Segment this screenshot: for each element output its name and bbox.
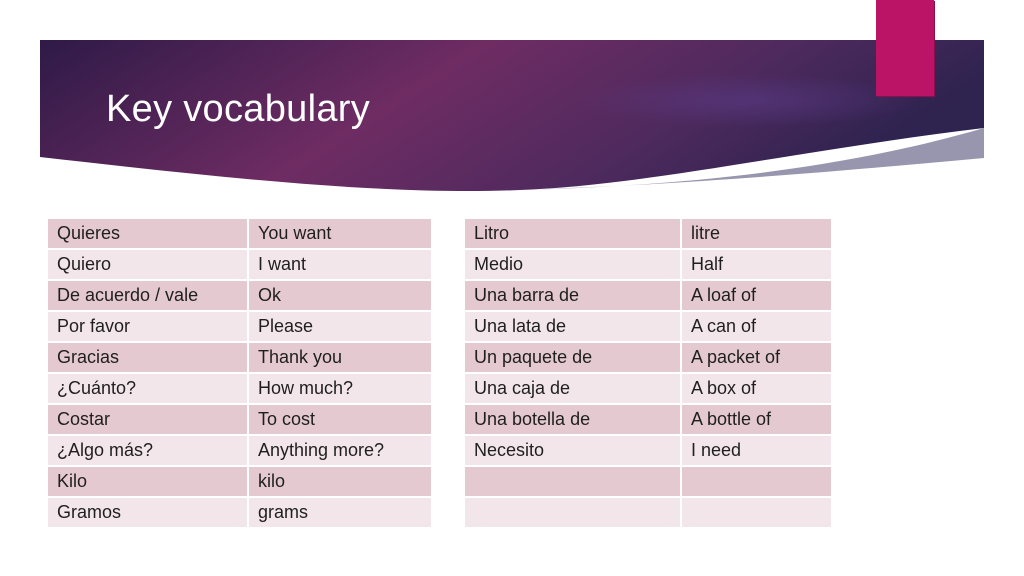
spanish-term-cell (465, 497, 681, 528)
english-term-cell: Half (681, 249, 832, 280)
table-row (48, 311, 432, 342)
table-row (48, 497, 432, 528)
english-term-cell: You want (248, 219, 432, 249)
table-row (465, 342, 832, 373)
table-row (48, 280, 432, 311)
english-term-cell: Thank you (248, 342, 432, 373)
accent-tab (876, 0, 934, 96)
spanish-term-cell: Una lata de (465, 311, 681, 342)
table-row (465, 435, 832, 466)
english-term-cell: A loaf of (681, 280, 832, 311)
english-term-cell: Ok (248, 280, 432, 311)
spanish-term-cell: Una caja de (465, 373, 681, 404)
spanish-term-cell: Una barra de (465, 280, 681, 311)
table-row (48, 219, 432, 249)
table-row (465, 280, 832, 311)
english-term-cell: To cost (248, 404, 432, 435)
english-term-cell: I need (681, 435, 832, 466)
spanish-term-cell: Por favor (48, 311, 248, 342)
spanish-term-cell: Kilo (48, 466, 248, 497)
table-row (465, 373, 832, 404)
spanish-term-cell: ¿Algo más? (48, 435, 248, 466)
spanish-term-cell: Gracias (48, 342, 248, 373)
table-row (48, 249, 432, 280)
spanish-term-cell: Un paquete de (465, 342, 681, 373)
spanish-term-cell: Una botella de (465, 404, 681, 435)
table-row (48, 466, 432, 497)
table-row (465, 404, 832, 435)
spanish-term-cell: Litro (465, 219, 681, 249)
table-row (465, 466, 832, 497)
english-term-cell: kilo (248, 466, 432, 497)
vocab-table-left (48, 219, 433, 529)
english-term-cell: A packet of (681, 342, 832, 373)
table-row (465, 219, 832, 249)
spanish-term-cell: Gramos (48, 497, 248, 528)
spanish-term-cell: Necesito (465, 435, 681, 466)
english-term-cell: Please (248, 311, 432, 342)
table-row (48, 342, 432, 373)
spanish-term-cell: Medio (465, 249, 681, 280)
english-term-cell: A can of (681, 311, 832, 342)
spanish-term-cell: Costar (48, 404, 248, 435)
english-term-cell: grams (248, 497, 432, 528)
table-row (465, 497, 832, 528)
spanish-term-cell: Quiero (48, 249, 248, 280)
english-term-cell: litre (681, 219, 832, 249)
spanish-term-cell: Quieres (48, 219, 248, 249)
english-term-cell: I want (248, 249, 432, 280)
english-term-cell: How much? (248, 373, 432, 404)
table-row (48, 373, 432, 404)
table-row (48, 404, 432, 435)
english-term-cell (681, 497, 832, 528)
english-term-cell: A bottle of (681, 404, 832, 435)
table-row (465, 249, 832, 280)
table-row (48, 435, 432, 466)
slide-title: Key vocabulary (106, 88, 371, 130)
spanish-term-cell (465, 466, 681, 497)
table-row (465, 311, 832, 342)
english-term-cell: Anything more? (248, 435, 432, 466)
spanish-term-cell: ¿Cuánto? (48, 373, 248, 404)
english-term-cell (681, 466, 832, 497)
english-term-cell: A box of (681, 373, 832, 404)
spanish-term-cell: De acuerdo / vale (48, 280, 248, 311)
vocab-table-right (465, 219, 833, 529)
